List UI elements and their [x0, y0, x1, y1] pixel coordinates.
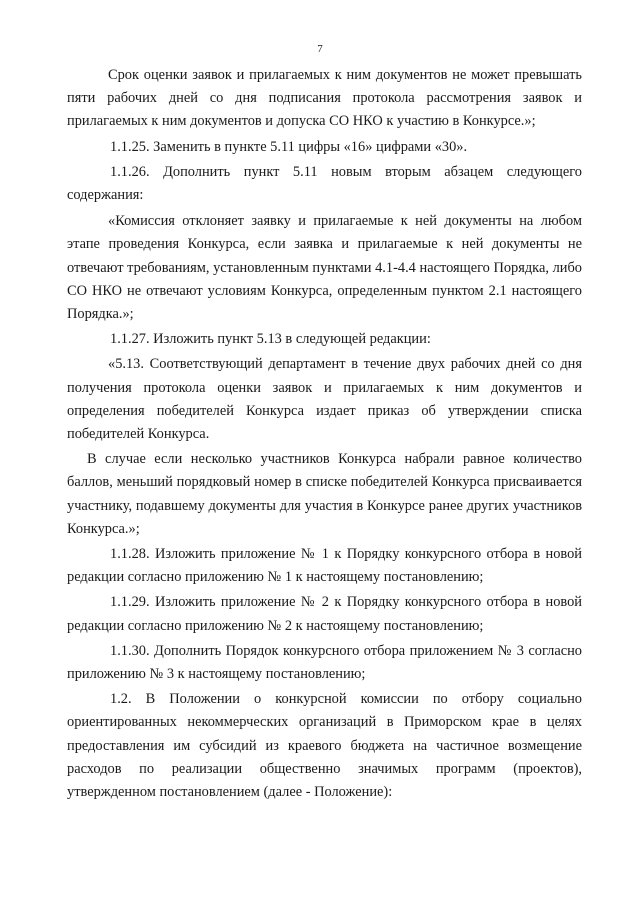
- paragraph-1-1-30: 1.1.30. Дополнить Порядок конкурсного отбора приложением № 3 согласно приложению № 3 к настоящему постановлению;: [67, 642, 582, 683]
- page-number: 7: [317, 43, 323, 55]
- paragraph-1-1-28: 1.1.28. Изложить приложение № 1 к Порядку конкурсного отбора в новой редакции согласно приложению № 1 к настоящему постановлению;: [67, 546, 582, 586]
- paragraph-5-13: «5.13. Соответствующий департамент в течение двух рабочих дней со дня получения протокола оценки заявок и прилагаемых к ним документов и определения победителей Конкурса издает приказ об утверждении списка победителей Конкурса.: [67, 356, 582, 443]
- paragraph-1-2: 1.2. В Положении о конкурсной комиссии по отбору социально ориентированных некоммерческих организаций в Приморском крае в целях предоставления им субсидий из краевого бюджета на частичное возмещение расходов по реализации общественно значимых программ (проектов), утвержденном постановлением (далее - Положение):: [67, 691, 582, 801]
- paragraph-1-1-26: 1.1.26. Дополнить пункт 5.11 новым вторым абзацем следующего содержания:: [67, 163, 582, 204]
- document-body: [67, 64, 582, 804]
- paragraph-1-1-29: 1.1.29. Изложить приложение № 2 к Порядку конкурсного отбора в новой редакции согласно приложению № 2 к настоящему постановлению;: [67, 594, 582, 634]
- paragraph-1-1-27: 1.1.27. Изложить пункт 5.13 в следующей редакции:: [110, 331, 431, 348]
- paragraph-1-1-25: 1.1.25. Заменить в пункте 5.11 цифры «16» цифрами «30».: [110, 138, 468, 155]
- paragraph-evaluation-deadline: Срок оценки заявок и прилагаемых к ним документов не может превышать пяти рабочих дней со дня подписания протокола рассмотрения заявок и прилагаемых к ним документов и допуска СО НКО к участию в Конкурсе.»;: [67, 67, 582, 130]
- paragraph-commission-rejects: «Комиссия отклоняет заявку и прилагаемые к ней документы на любом этапе проведения Конкурса, если заявка и прилагаемые к ней документы не отвечают требованиям, установленным пунктами 4.1-4.4 настоящего Порядка, либо СО НКО не отвечают условиям Конкурса, определенным пунктом 2.1 настоящего Порядка.»;: [67, 213, 582, 323]
- paragraph-equal-points: В случае если несколько участников Конкурса набрали равное количество баллов, меньший порядковый номер в списке победителей Конкурса присваивается участнику, подавшему документы для участия в Конкурсе ранее других участников Конкурса.»;: [67, 451, 582, 537]
